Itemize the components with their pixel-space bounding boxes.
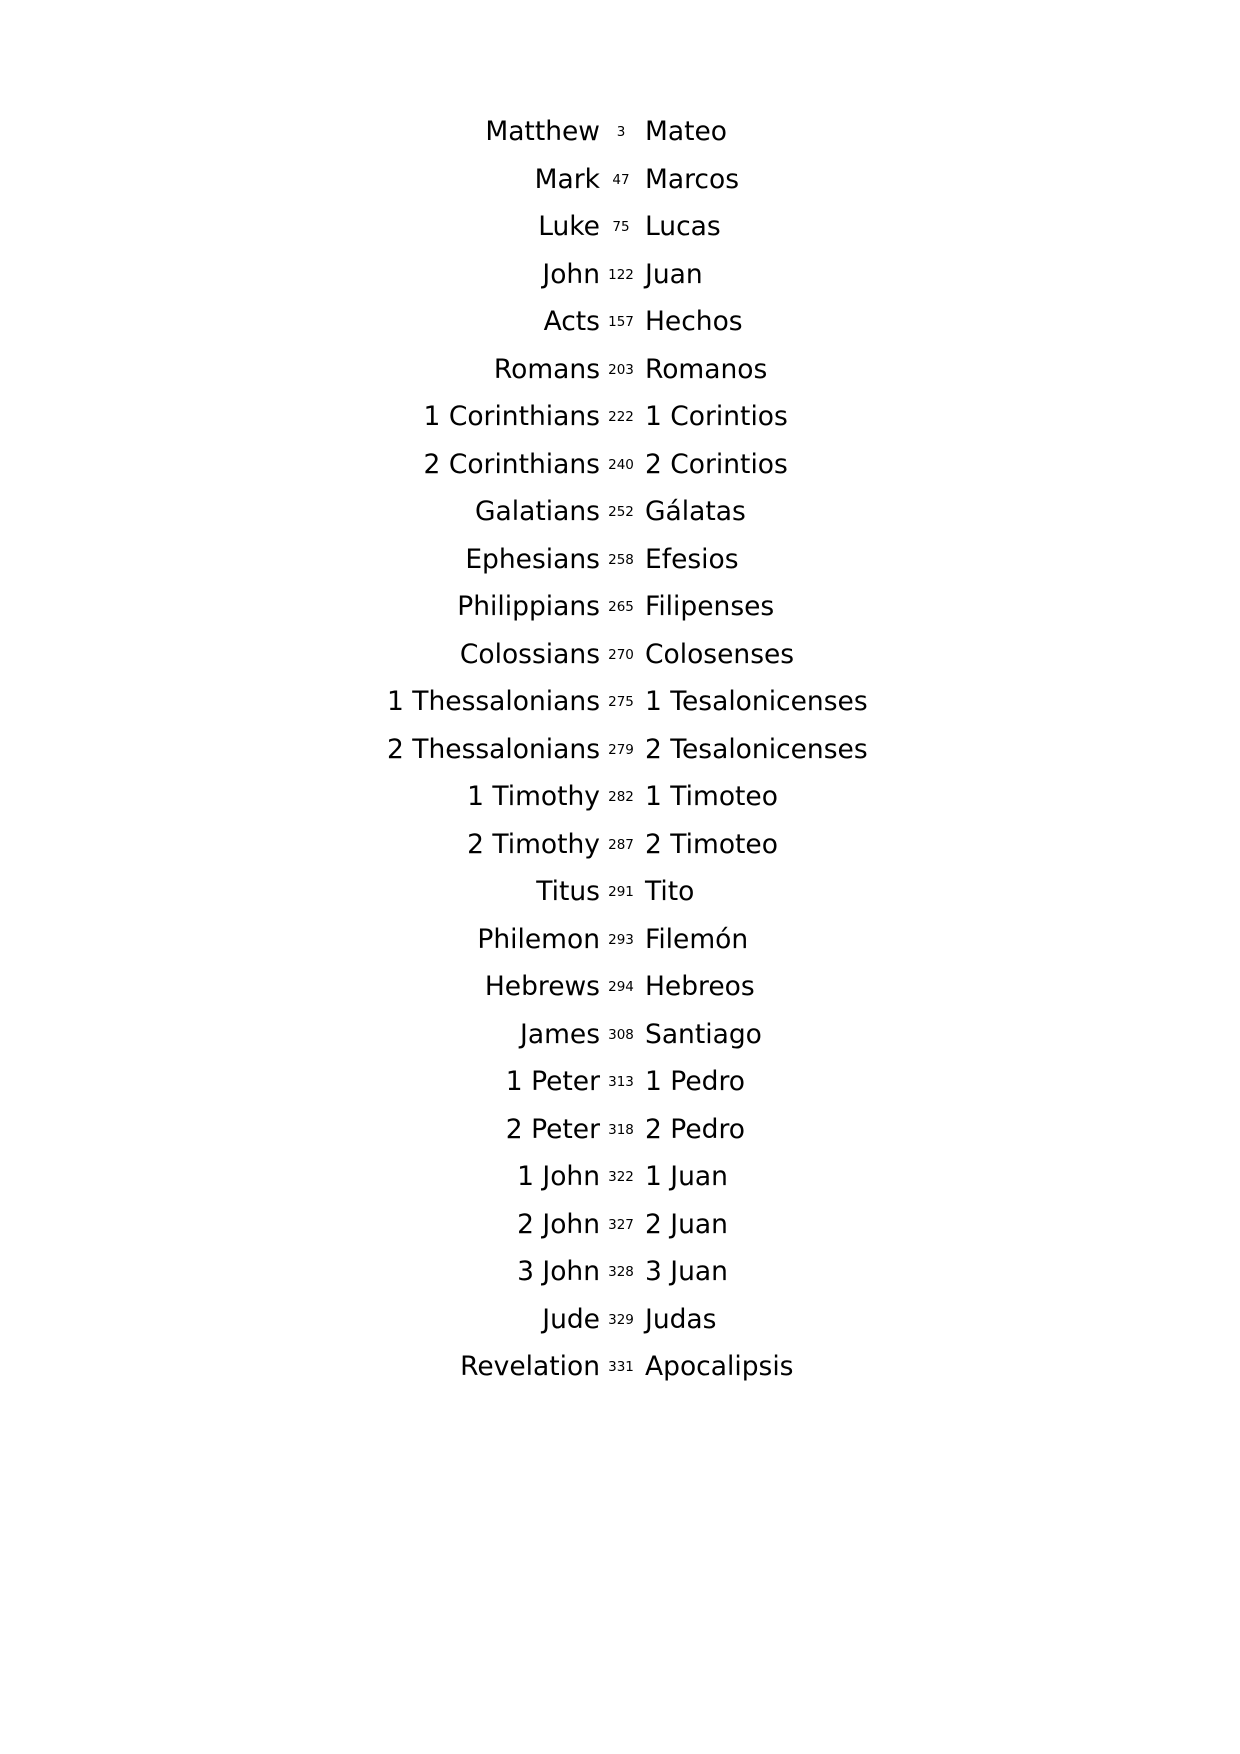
- english-book-name: 2 Timothy: [467, 828, 600, 860]
- index-row: [0, 1068, 1240, 1116]
- english-book-name: John: [542, 258, 600, 290]
- index-row: [0, 213, 1240, 261]
- english-book-name: 2 Thessalonians: [387, 733, 600, 765]
- english-book-name: Matthew: [485, 116, 600, 147]
- spanish-book-name: 2 Corintios: [645, 448, 788, 480]
- index-row: [0, 448, 1240, 499]
- index-row: [0, 973, 1240, 1021]
- page-number: 287: [608, 836, 634, 853]
- index-row: [0, 733, 1240, 784]
- english-book-name: Romans: [493, 353, 600, 385]
- index-row: [0, 1018, 1240, 1069]
- index-row: [0, 1303, 1240, 1354]
- spanish-book-name: 2 Timoteo: [645, 828, 778, 860]
- english-book-name: Hebrews: [484, 971, 600, 1002]
- english-book-name: 1 John: [517, 1161, 600, 1192]
- spanish-book-name: Colosenses: [645, 638, 795, 670]
- index-row: [0, 688, 1240, 736]
- spanish-book-name: Judas: [645, 1303, 717, 1335]
- english-book-name: Philippians: [457, 591, 600, 622]
- spanish-book-name: Romanos: [645, 353, 768, 385]
- index-row: [0, 543, 1240, 594]
- page-number: 318: [608, 1121, 634, 1138]
- english-book-name: Titus: [536, 876, 600, 907]
- page-number: 275: [608, 694, 634, 710]
- index-row: [0, 258, 1240, 309]
- spanish-book-name: Efesios: [645, 543, 739, 575]
- english-book-name: Philemon: [477, 923, 600, 955]
- page-number: 293: [608, 931, 634, 948]
- book-index: [0, 118, 1240, 1401]
- page-number: 3: [616, 124, 626, 140]
- english-book-name: Mark: [534, 163, 600, 195]
- page-number: 331: [608, 1359, 634, 1375]
- english-book-name: Ephesians: [465, 543, 600, 575]
- page-number: 75: [612, 219, 630, 235]
- page-number: 240: [608, 456, 634, 473]
- index-row: [0, 1208, 1240, 1259]
- spanish-book-name: 2 Juan: [645, 1208, 728, 1240]
- spanish-book-name: 2 Pedro: [645, 1113, 745, 1145]
- page-number: 203: [608, 361, 634, 378]
- index-row: [0, 783, 1240, 831]
- spanish-book-name: Marcos: [645, 163, 740, 195]
- spanish-book-name: Gálatas: [645, 496, 746, 527]
- page-number: 157: [608, 314, 634, 330]
- index-row: [0, 1163, 1240, 1211]
- english-book-name: 2 Corinthians: [423, 448, 600, 480]
- page-number: 294: [608, 979, 634, 995]
- index-row: [0, 923, 1240, 974]
- spanish-book-name: 1 Tesalonicenses: [645, 686, 868, 717]
- spanish-book-name: 2 Tesalonicenses: [645, 733, 868, 765]
- index-row: [0, 828, 1240, 879]
- page-number: 222: [608, 409, 634, 425]
- english-book-name: Galatians: [475, 496, 600, 527]
- english-book-name: 1 Peter: [505, 1066, 600, 1097]
- spanish-book-name: 1 Corintios: [645, 401, 788, 432]
- page-number: 328: [608, 1264, 634, 1280]
- index-row: [0, 403, 1240, 451]
- english-book-name: Revelation: [460, 1351, 600, 1382]
- page-number: 252: [608, 504, 634, 520]
- index-row: [0, 1353, 1240, 1401]
- page-number: 308: [608, 1026, 634, 1043]
- index-row: [0, 593, 1240, 641]
- spanish-book-name: Tito: [645, 876, 695, 907]
- spanish-book-name: 3 Juan: [645, 1256, 728, 1287]
- page-number: 270: [608, 646, 634, 663]
- spanish-book-name: Mateo: [645, 116, 728, 147]
- index-row: [0, 118, 1240, 166]
- spanish-book-name: 1 Timoteo: [645, 781, 778, 812]
- english-book-name: Luke: [538, 211, 600, 242]
- spanish-book-name: Hebreos: [645, 971, 755, 1002]
- spanish-book-name: Hechos: [645, 306, 743, 337]
- spanish-book-name: Filipenses: [645, 591, 775, 622]
- page-number: 265: [608, 599, 634, 615]
- page-number: 279: [608, 741, 634, 758]
- english-book-name: 1 Thessalonians: [387, 686, 600, 717]
- english-book-name: Acts: [543, 306, 600, 337]
- page-number: 329: [608, 1311, 634, 1328]
- english-book-name: Colossians: [459, 638, 600, 670]
- page-number: 322: [608, 1169, 634, 1185]
- spanish-book-name: 1 Juan: [645, 1161, 728, 1192]
- english-book-name: 2 Peter: [505, 1113, 600, 1145]
- english-book-name: 1 Timothy: [467, 781, 600, 812]
- page-number: 291: [608, 884, 634, 900]
- spanish-book-name: Lucas: [645, 211, 721, 242]
- index-row: [0, 163, 1240, 214]
- index-row: [0, 1113, 1240, 1164]
- page-number: 258: [608, 551, 634, 568]
- page-number: 122: [608, 266, 634, 283]
- spanish-book-name: Juan: [645, 258, 703, 290]
- page-number: 282: [608, 789, 634, 805]
- index-row: [0, 498, 1240, 546]
- english-book-name: James: [520, 1018, 600, 1050]
- english-book-name: 3 John: [517, 1256, 600, 1287]
- spanish-book-name: Apocalipsis: [645, 1351, 794, 1382]
- page-number: 313: [608, 1074, 634, 1090]
- page-number: 327: [608, 1216, 634, 1233]
- index-row: [0, 1258, 1240, 1306]
- english-book-name: 1 Corinthians: [423, 401, 600, 432]
- index-row: [0, 878, 1240, 926]
- spanish-book-name: Santiago: [645, 1018, 762, 1050]
- english-book-name: 2 John: [517, 1208, 600, 1240]
- index-row: [0, 353, 1240, 404]
- english-book-name: Jude: [542, 1303, 600, 1335]
- index-row: [0, 308, 1240, 356]
- spanish-book-name: 1 Pedro: [645, 1066, 745, 1097]
- page-number: 47: [612, 171, 630, 188]
- spanish-book-name: Filemón: [645, 923, 749, 955]
- index-row: [0, 638, 1240, 689]
